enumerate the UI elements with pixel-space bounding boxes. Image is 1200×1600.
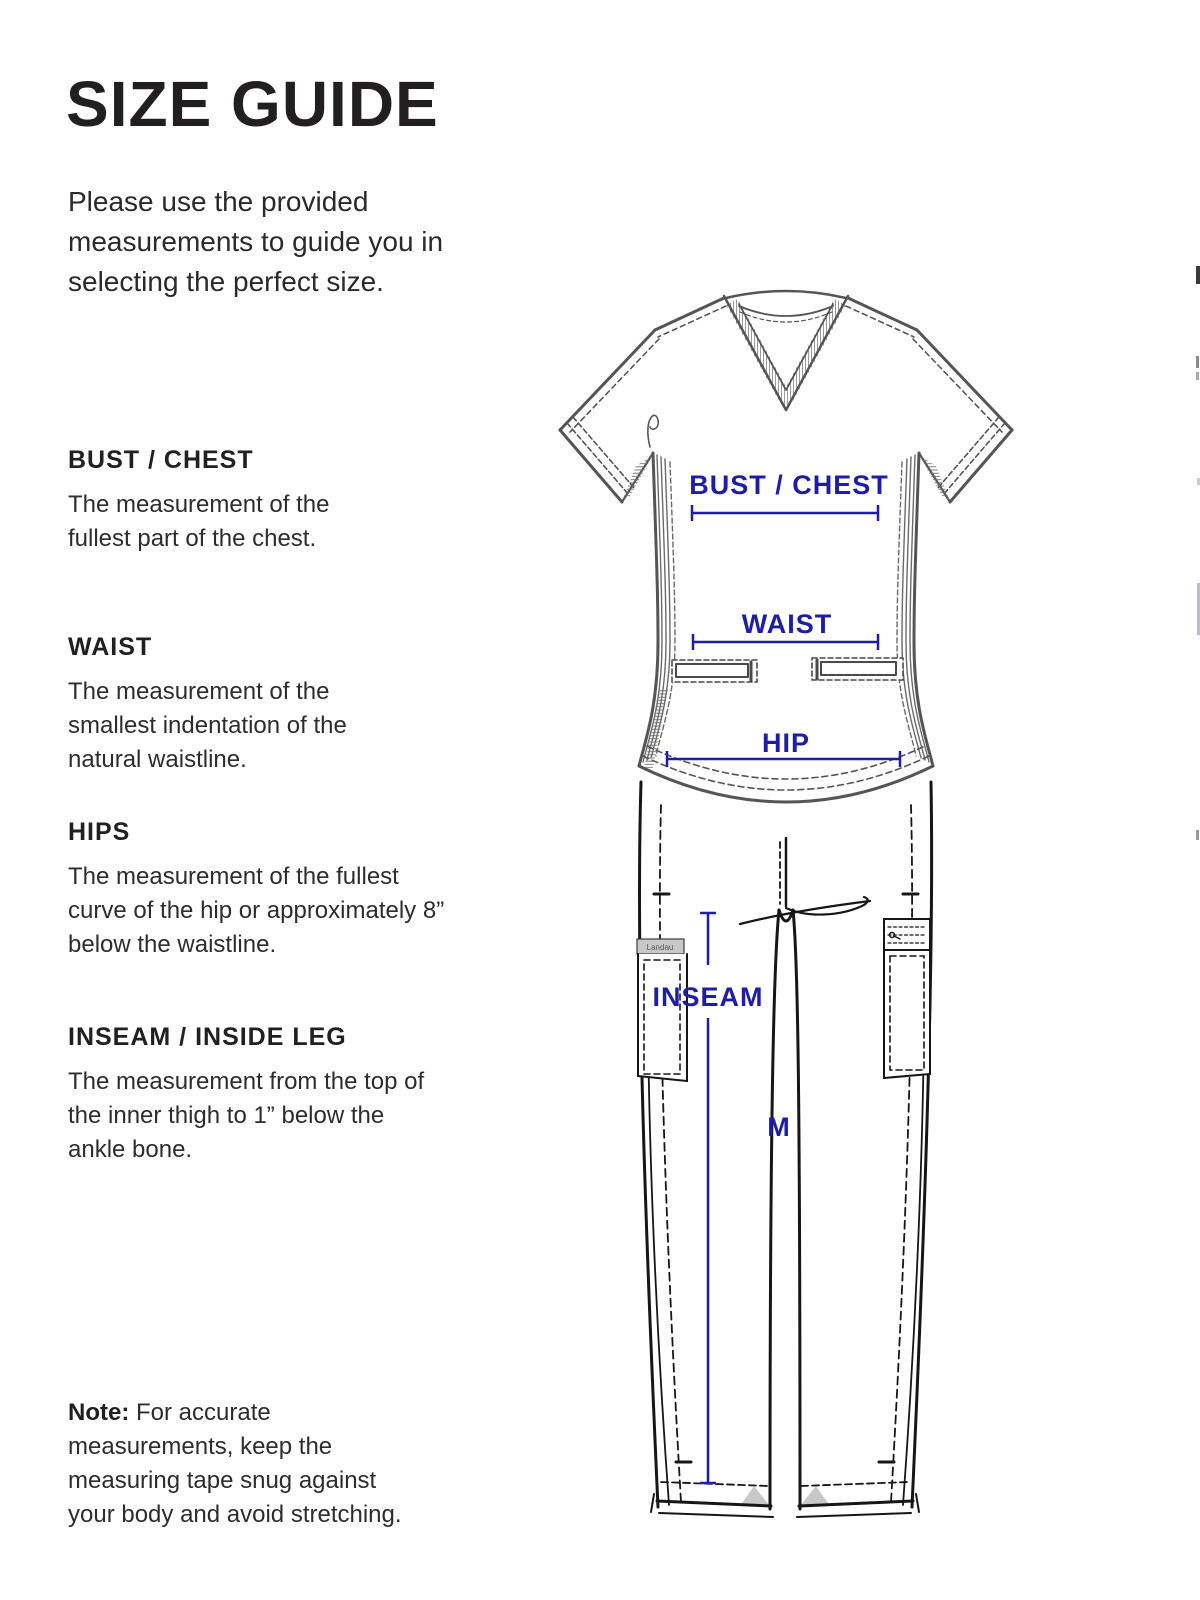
hip-label: HIP	[761, 728, 811, 758]
edge-artifact	[1196, 830, 1199, 840]
section-heading: BUST / CHEST	[68, 446, 254, 474]
section-body: The measurement of the smallest indentation of the natural waistline.	[68, 678, 347, 773]
size-diagram	[540, 270, 1200, 1540]
bust-label: BUST / CHEST	[689, 470, 889, 500]
section-heading: INSEAM / INSIDE LEG	[68, 1023, 347, 1051]
section-inseam	[68, 1023, 436, 1167]
edge-artifact	[1196, 266, 1200, 284]
right-cargo-pocket	[884, 919, 930, 1078]
edge-artifact	[1196, 356, 1199, 368]
page-title: SIZE GUIDE	[66, 68, 439, 140]
scrub-pants-drawing	[637, 782, 932, 1517]
section-waist	[68, 633, 390, 777]
size-label: M	[767, 1112, 791, 1142]
note-text: For accurate measurements, keep the measuring tape snug against your body and avoid stretching.	[68, 1399, 402, 1528]
section-body: The measurement of the fullest curve of the hip or approximately 8” below the waistline.	[68, 863, 445, 958]
section-hips	[68, 818, 460, 962]
section-heading: HIPS	[68, 818, 131, 846]
brand-tag-label: Landau	[646, 943, 674, 952]
note-label: Note:	[68, 1399, 130, 1426]
intro-text: Please use the provided measurements to guide you in selecting the perfect size.	[68, 186, 444, 297]
inseam-label: INSEAM	[652, 982, 764, 1012]
top-silhouette	[560, 291, 1012, 802]
section-heading: WAIST	[68, 633, 153, 661]
section-body: The measurement of the fullest part of the chest.	[68, 491, 330, 552]
measurement-note	[68, 1396, 408, 1532]
section-body: The measurement from the top of the inner thigh to 1” below the ankle bone.	[68, 1068, 425, 1163]
section-bust-chest	[68, 446, 380, 556]
waist-label: WAIST	[741, 609, 833, 639]
edge-artifact	[1196, 372, 1199, 380]
scrub-top-drawing	[560, 291, 1012, 802]
